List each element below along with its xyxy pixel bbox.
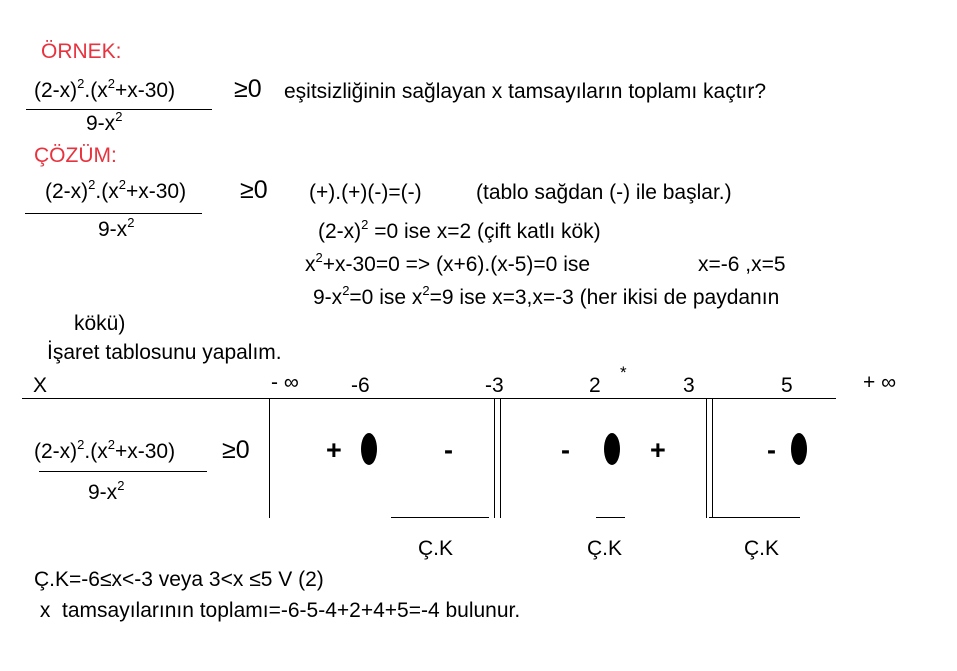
table-row-numerator: $(2-x)^2.(x^2+x-30)$: [34, 437, 176, 463]
root-line-3: $9-x^2=0$ ise $x^2=9$ ise x=3,x=-3 (her ikisi de paydanın: [313, 283, 780, 309]
integer-sum: x tamsayılarının toplamı=-6-5-4+2+4+5=-4 bulunur.: [34, 599, 521, 622]
table-point-5: 5: [781, 374, 793, 397]
solution-fraction-denominator: $9-x^2$: [98, 215, 135, 241]
table-point-3: 3: [683, 374, 695, 397]
asymptote-line: [712, 398, 713, 518]
solution-interval-label: Ç.K: [744, 537, 780, 560]
table-intro: İşaret tablosunu yapalım.: [47, 341, 282, 364]
solution-heading: ÇÖZÜM:: [34, 144, 117, 167]
table-star: *: [620, 363, 627, 382]
root-line-2-values: x=-6 ,x=5: [698, 253, 786, 276]
solution-interval-bar: [709, 517, 800, 518]
solution-relation: ≥0: [240, 176, 268, 204]
solution-set: Ç.K=-6≤x<-3 veya 3<x ≤5 V (2): [34, 568, 324, 591]
problem-question: eşitsizliğinin sağlayan x tamsayıların toplamı kaçtır?: [284, 80, 767, 103]
root-line-2: $x^2+x-30=0 => (x+6).(x-5)=0$ ise: [305, 250, 591, 276]
solution-table-note: (tablo sağdan (-) ile başlar.): [476, 181, 732, 204]
table-row-fraction-bar: [39, 471, 207, 472]
solution-interval-label: Ç.K: [587, 537, 623, 560]
problem-relation: ≥0: [234, 75, 262, 103]
sign-minus: -: [561, 435, 570, 465]
table-point-2: 2: [589, 374, 601, 397]
asymptote-line: [500, 398, 501, 518]
table-header-line: [22, 398, 836, 399]
table-row-denominator: $9-x^2$: [88, 478, 125, 504]
root-dot: [791, 433, 807, 465]
solution-fraction-bar: [25, 213, 202, 214]
table-point-minus3: -3: [485, 374, 504, 397]
root-line-1: $(2-x)^2 =0$ ise x=2 (çift katlı kök): [318, 217, 601, 243]
table-neg-infinity: - ∞: [271, 371, 299, 394]
root-line-3-cont: kökü): [74, 312, 126, 335]
table-point-minus6: -6: [351, 374, 370, 397]
example-heading: ÖRNEK:: [41, 40, 122, 63]
sign-minus: -: [444, 435, 453, 465]
solution-interval-bar: [596, 517, 625, 518]
table-x-label: X: [33, 374, 48, 397]
table-pos-infinity: + ∞: [863, 371, 897, 394]
sign-plus: +: [650, 435, 666, 465]
solution-interval-bar: [391, 517, 489, 518]
asymptote-line: [494, 398, 495, 518]
sign-plus: +: [326, 435, 342, 465]
root-dot: [361, 433, 377, 465]
table-row-relation: ≥0: [222, 436, 250, 464]
root-dot: [604, 433, 620, 465]
solution-fraction-numerator: $(2-x)^2.(x^2+x-30)$: [45, 177, 187, 203]
problem-fraction-denominator: $9-x^2$: [86, 109, 123, 135]
table-left-boundary: [269, 398, 270, 518]
solution-interval-label: Ç.K: [418, 537, 454, 560]
sign-minus: -: [767, 435, 776, 465]
solution-sign-product: (+).(+)(-)=(-): [309, 181, 422, 204]
problem-fraction-numerator: $(2-x)^2.(x^2+x-30)$: [34, 76, 176, 102]
asymptote-line: [706, 398, 707, 518]
